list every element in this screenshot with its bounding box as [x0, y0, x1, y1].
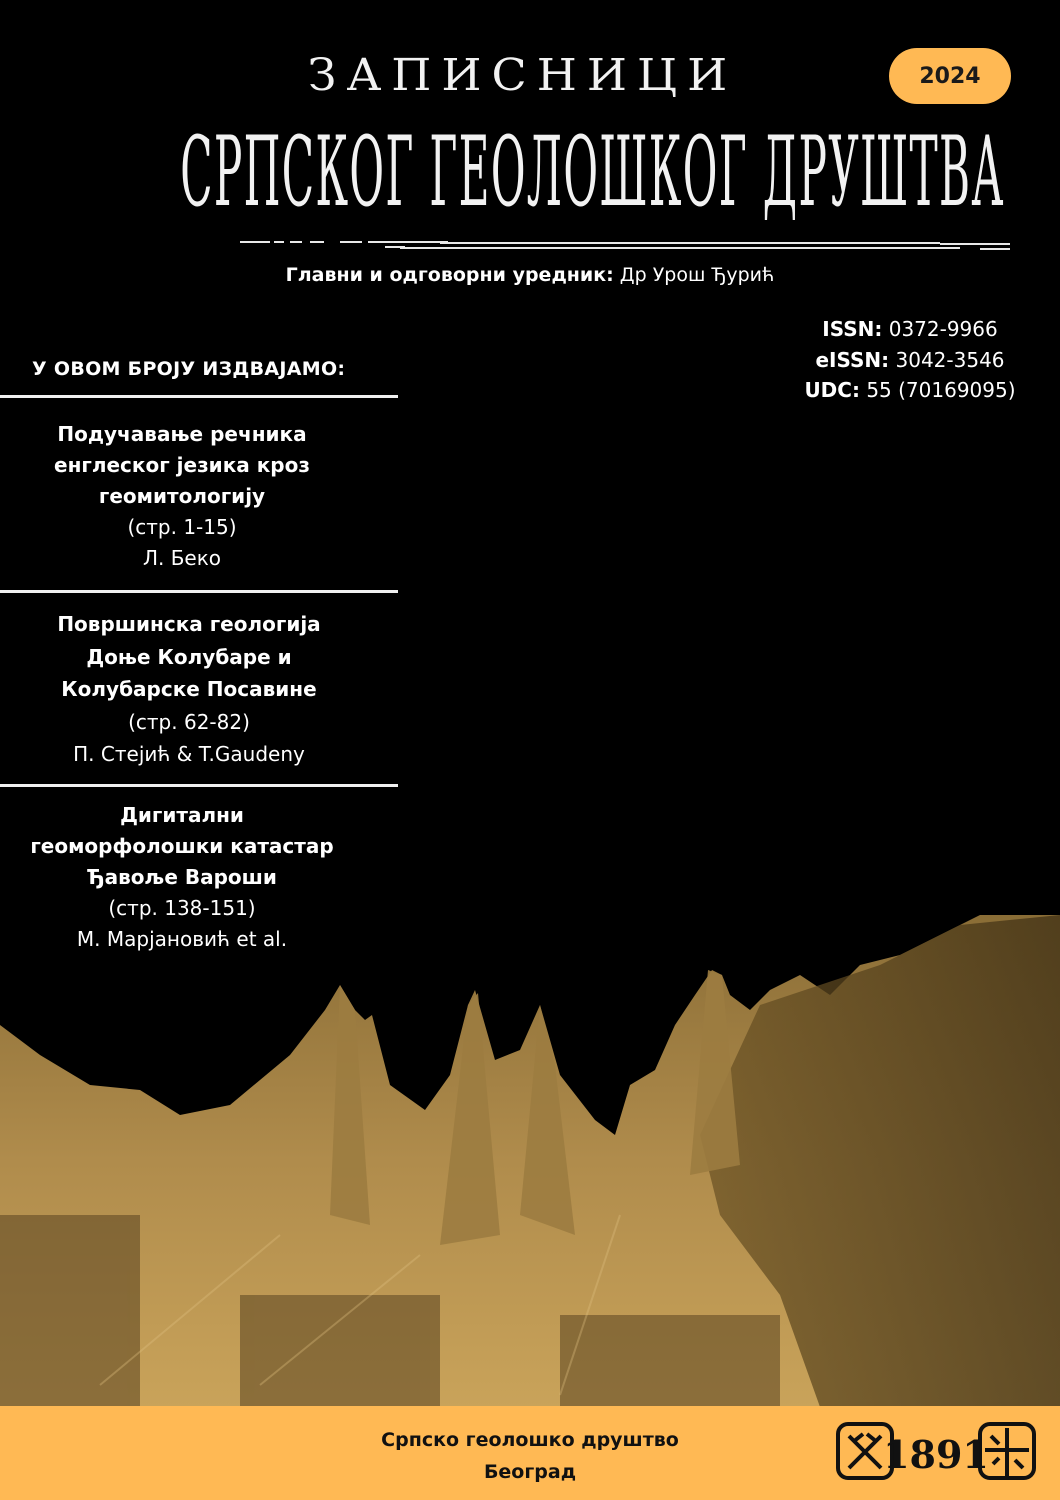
- udc-label: UDC:: [804, 378, 860, 402]
- article-pages: (стр. 138-151): [108, 896, 256, 920]
- eissn-label: eISSN:: [815, 347, 890, 372]
- article-authors: М. Марјановић et al.: [76, 927, 288, 951]
- issn-label: ISSN:: [822, 317, 883, 341]
- article-title-line: Подучавање речника: [57, 422, 307, 446]
- issn-value: 0372-9966: [882, 317, 998, 341]
- divider: [0, 590, 398, 593]
- editor-name: Др Урош Ђурић: [613, 264, 775, 286]
- udc-value: 55 (70169095): [859, 378, 1016, 402]
- year-badge: 2024: [889, 48, 1011, 104]
- article-authors: Л. Беко: [142, 546, 222, 570]
- publisher-name: Српско геолошко друштво: [381, 1429, 679, 1451]
- publisher-block: [310, 1424, 750, 1488]
- udc-row: [780, 375, 1040, 406]
- journal-title-line1: ЗАПИСНИЦИ: [307, 49, 738, 101]
- journal-identifiers: [780, 314, 1040, 406]
- society-logo-icon: [835, 1420, 1037, 1482]
- article-title-line: енглеског језика кроз: [54, 453, 310, 477]
- article-item[interactable]: [0, 419, 364, 574]
- editor-label: Главни и одговорни уредник:: [285, 264, 614, 286]
- divider: [0, 784, 398, 787]
- article-pages: (стр. 62-82): [128, 709, 250, 734]
- cover-photo-earth-pyramids: [0, 915, 1060, 1407]
- divider: [0, 395, 398, 398]
- article-title-line: Површинска геологија: [57, 612, 321, 636]
- article-item[interactable]: [0, 608, 378, 771]
- issn-row: [780, 314, 1040, 345]
- svg-text:1891: 1891: [883, 1432, 989, 1477]
- article-title-line: Дигитални: [120, 803, 244, 827]
- article-pages: (стр. 1-15): [127, 515, 237, 539]
- article-title-line: геоморфолошки катастар: [30, 834, 334, 858]
- eissn-row: [780, 345, 1040, 376]
- eissn-value: 3042-3546: [889, 347, 1005, 372]
- editor-line: [0, 264, 1060, 286]
- highlights-heading: У ОВОМ БРОЈУ ИЗДВАЈАМО:: [32, 358, 346, 380]
- article-title-line: Доње Колубаре и: [86, 644, 292, 669]
- article-title-line: Колубарске Посавине: [61, 677, 317, 701]
- grunge-divider: [240, 238, 1012, 252]
- article-title-line: Ђавоље Вароши: [87, 865, 277, 889]
- article-title-line: геомитологију: [98, 484, 266, 508]
- publisher-city: Београд: [483, 1461, 577, 1483]
- article-authors: П. Стејић & T.Gaudeny: [73, 742, 305, 766]
- journal-title-line2: СРПСКОГ ГЕОЛОШКОГ ДРУШТВА: [180, 118, 1005, 229]
